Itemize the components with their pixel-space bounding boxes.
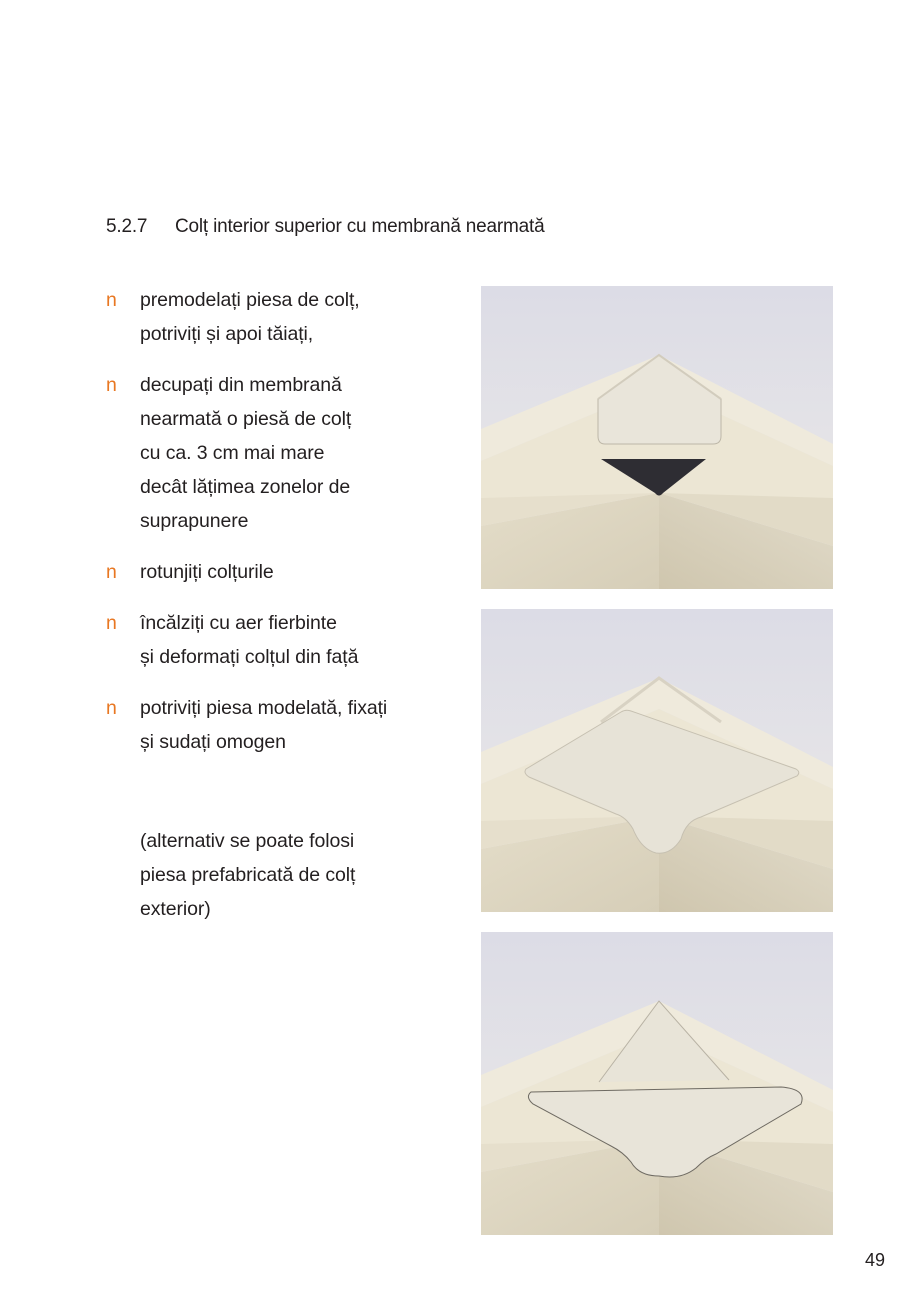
bullet-icon: n [106, 289, 117, 311]
bullet-icon: n [106, 561, 117, 583]
step-text: potriviți și apoi tăiați, [140, 323, 314, 345]
step-text: potriviți piesa modelată, fixați [140, 697, 388, 719]
step-item [106, 606, 456, 674]
photo-step-2 [481, 609, 833, 912]
step-text: cu ca. 3 cm mai mare [140, 442, 325, 464]
note-text: exterior) [140, 898, 211, 920]
alternative-note [140, 824, 355, 926]
step-item [106, 555, 456, 589]
step-item [106, 283, 456, 351]
section-title: Colț interior superior cu membrană nearmată [175, 216, 545, 237]
bullet-icon: n [106, 697, 117, 719]
step-text: nearmată o piesă de colț [140, 408, 352, 430]
bullet-icon: n [106, 374, 117, 396]
photo-step-3 [481, 932, 833, 1235]
step-item [106, 691, 456, 759]
step-text: decupați din membrană [140, 374, 342, 396]
note-text: (alternativ se poate folosi [140, 830, 355, 852]
corner-photo-image [481, 932, 833, 1235]
corner-photo-image [481, 609, 833, 912]
section-number: 5.2.7 [106, 216, 148, 237]
steps-list [106, 283, 456, 776]
step-text: și sudați omogen [140, 731, 286, 753]
step-text: decât lățimea zonelor de [140, 476, 351, 498]
page-number: 49 [865, 1250, 886, 1270]
photo-step-1 [481, 286, 833, 589]
step-text: și deformați colțul din față [140, 646, 359, 668]
step-text: încălziți cu aer fierbinte [140, 612, 337, 634]
note-text: piesa prefabricată de colț [140, 864, 356, 886]
bullet-icon: n [106, 612, 117, 634]
step-text: premodelați piesa de colț, [140, 289, 360, 311]
step-text: suprapunere [140, 510, 249, 532]
step-item [106, 368, 456, 538]
step-text: rotunjiți colțurile [140, 561, 274, 583]
section-heading [106, 216, 544, 238]
corner-photo-image [481, 286, 833, 589]
